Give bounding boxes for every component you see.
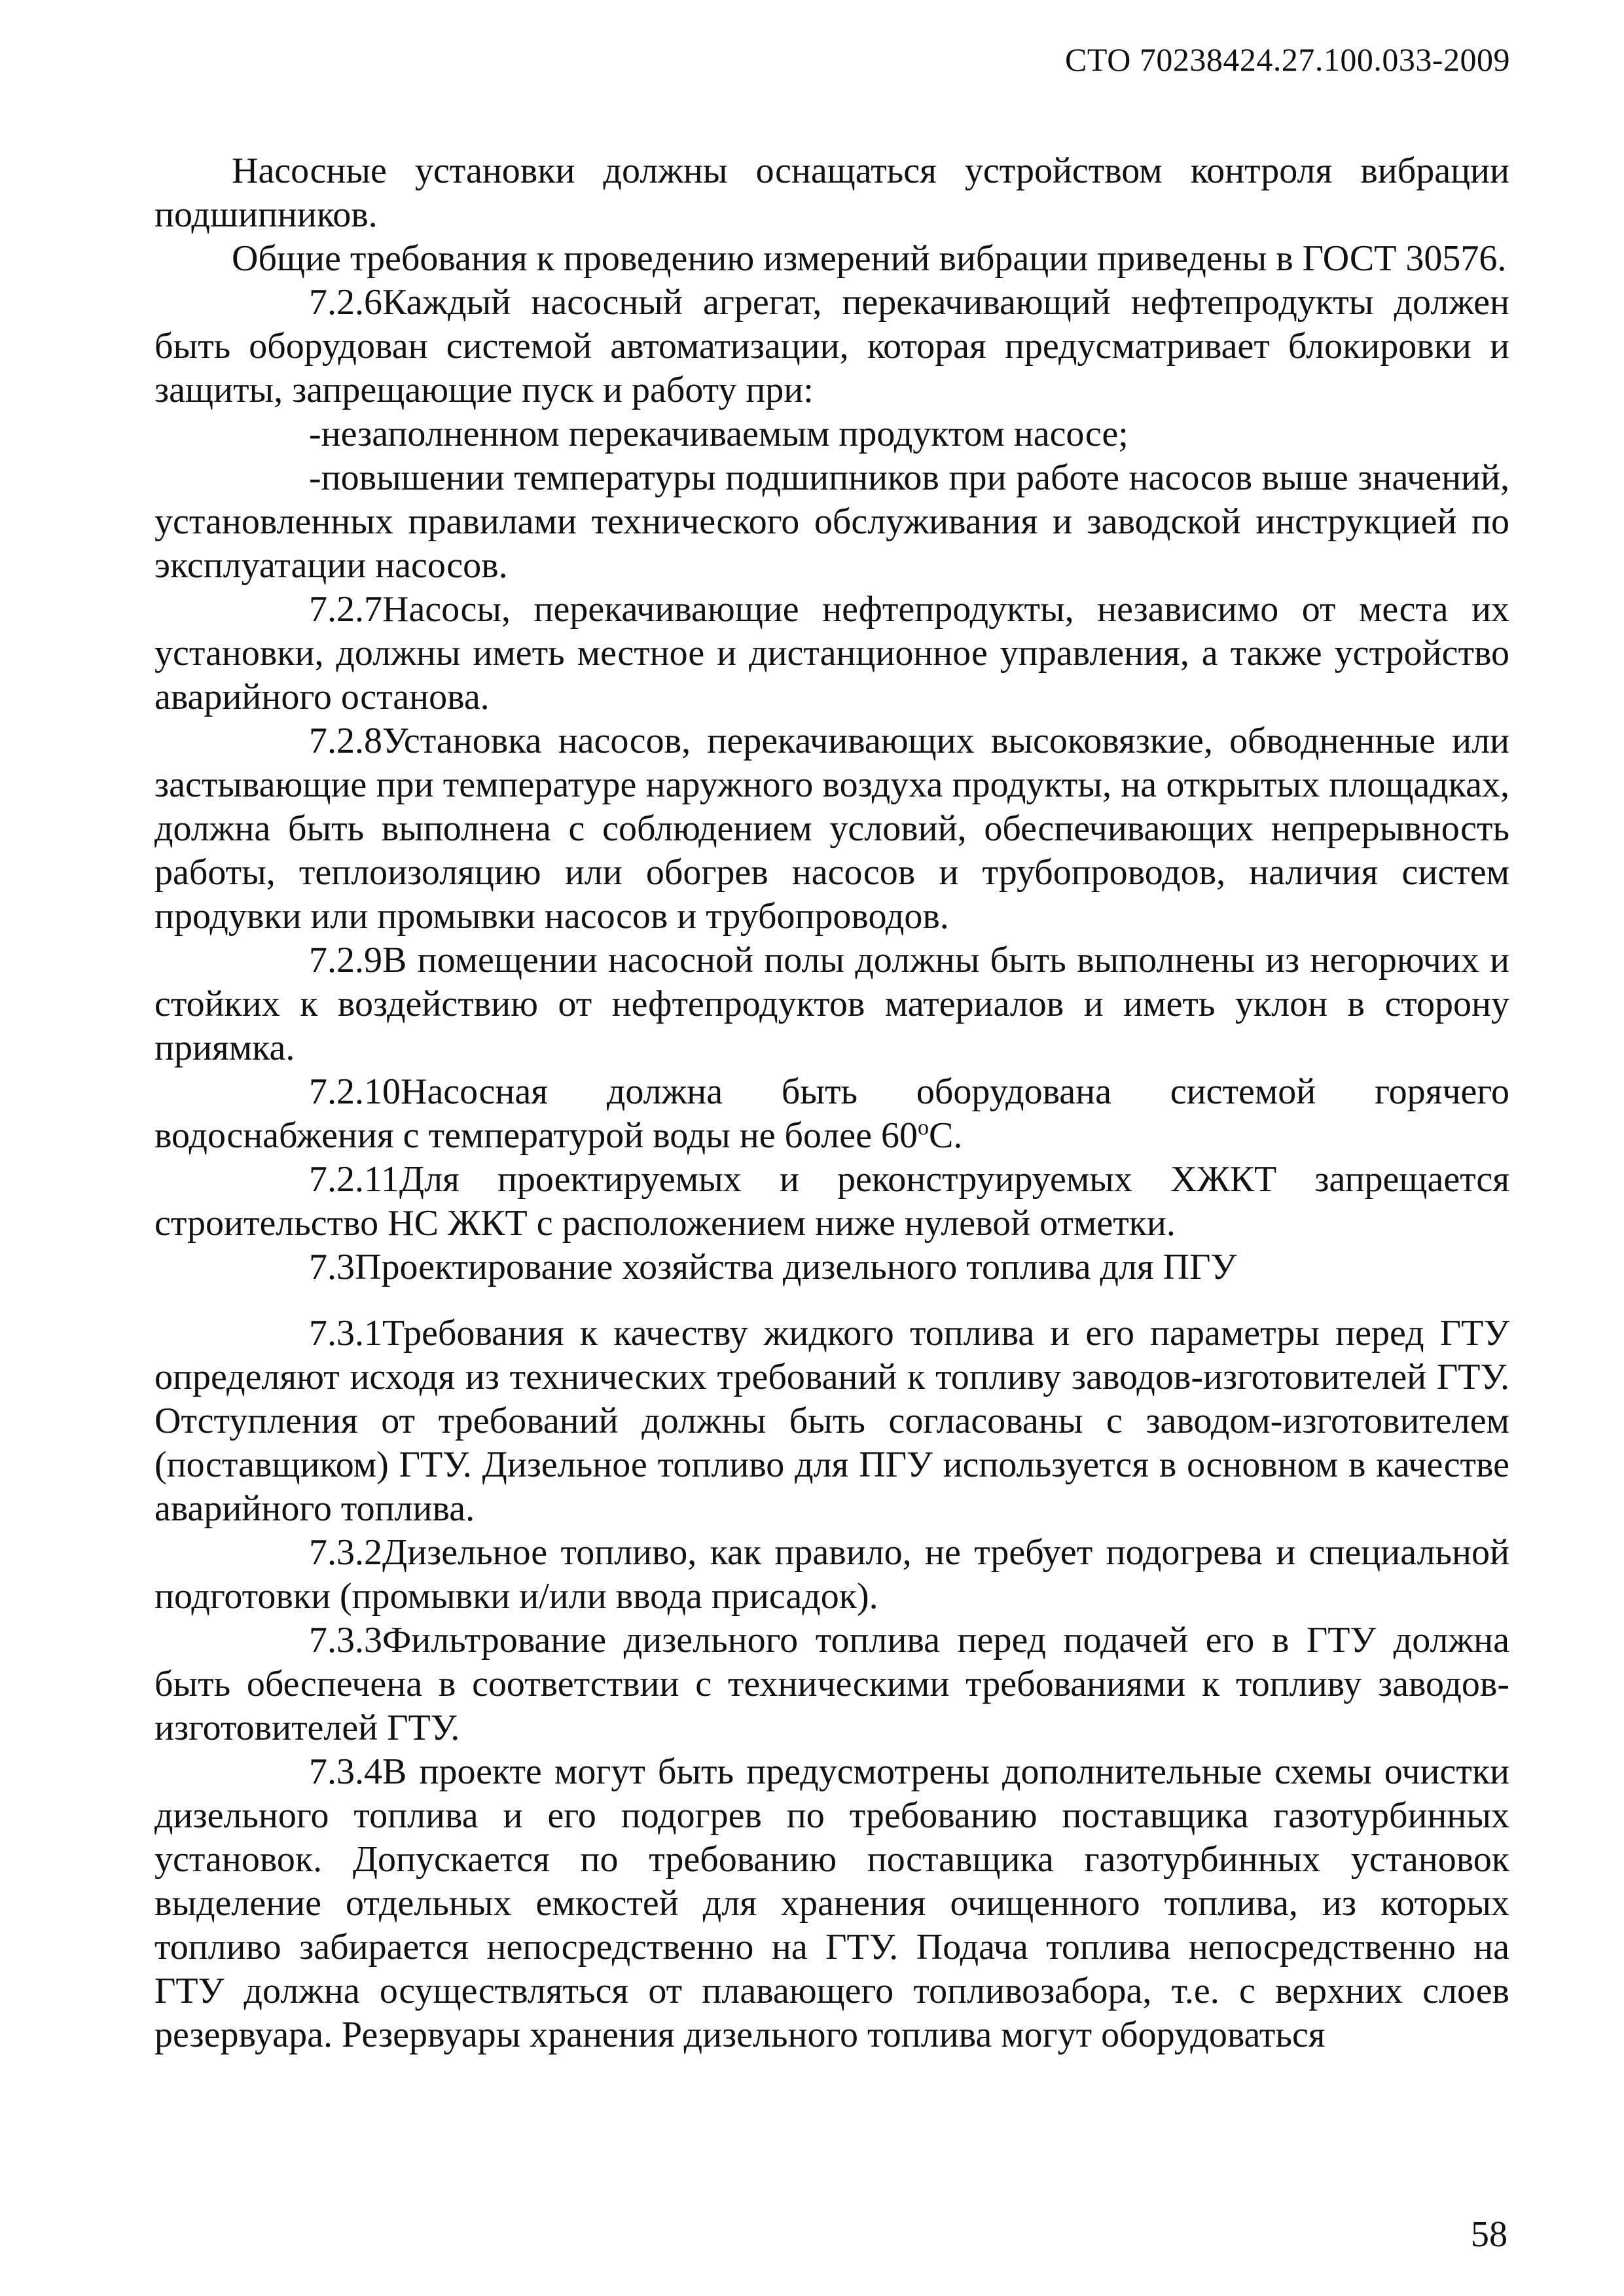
paragraph-text: незаполненном перекачиваемым продуктом насосе;: [321, 414, 1128, 454]
clause-7-3-3: [154, 1619, 1509, 1750]
clause-number: 7.2.8: [309, 721, 382, 761]
clause-number: 7.2.10: [309, 1071, 401, 1112]
paragraph-text-tail: С.: [928, 1115, 963, 1156]
clause-7-2-10: [154, 1070, 1509, 1158]
clause-number: 7.2.6: [309, 282, 382, 323]
list-dash: -: [309, 457, 321, 498]
document-code: СТО 70238424.27.100.033-2009: [1065, 41, 1510, 78]
clause-7-3-2: [154, 1531, 1509, 1619]
clause-7-3-4: [154, 1750, 1509, 2057]
clause-number: 7.2.11: [309, 1159, 399, 1200]
clause-number: 7.3.1: [309, 1313, 382, 1354]
clause-7-2-11: [154, 1158, 1509, 1246]
paragraph-text: Установка насосов, перекачивающих высоковязкие, обводненные или застывающие при температуре наружного воздуха продукты, на открытых площадках, должна быть выполнена с соблюдением условий, обеспечивающих непрерывность работы, теплоизоляцию или обогрев насосов и трубопроводов, наличия систем продувки или промывки насосов и трубопроводов.: [154, 721, 1509, 937]
paragraph-text: Требования к качеству жидкого топлива и его параметры перед ГТУ определяют исходя из технических требований к топливу заводов-изготовителей ГТУ. Отступления от требований должны быть согласованы с заводом-изготовителем (поставщиком) ГТУ. Дизельное топливо для ПГУ используется в основном в качестве аварийного топлива.: [154, 1313, 1509, 1529]
page-number: 58: [1471, 2214, 1507, 2255]
paragraph-text: Насосные установки должны оснащаться устройством контроля вибрации подшипников.: [154, 151, 1509, 235]
degree-superscript: о: [917, 1115, 929, 1140]
clause-7-3-1: [154, 1312, 1509, 1531]
clause-number: 7.3.2: [309, 1532, 382, 1573]
clause-7-2-8: [154, 719, 1509, 939]
clause-number: 7.2.7: [309, 589, 382, 630]
paragraph-text: Для проектируемых и реконструируемых ХЖКТ запрещается строительство НС ЖКТ с расположением ниже нулевой отметки.: [154, 1159, 1509, 1244]
paragraph-text: Каждый насосный агрегат, перекачивающий нефтепродукты должен быть оборудован системой автоматизации, которая предусматривает блокировки и защиты, запрещающие пуск и работу при:: [154, 282, 1509, 410]
paragraph: [154, 149, 1509, 237]
paragraph-text: В помещении насосной полы должны быть выполнены из негорючих и стойких к воздействию от нефтепродуктов материалов и иметь уклон в сторону приямка.: [154, 940, 1509, 1068]
clause-7-2-7: [154, 588, 1509, 719]
paragraph-text: Общие требования к проведению измерений вибрации приведены в ГОСТ 30576.: [232, 238, 1507, 279]
clause-7-2-9: [154, 939, 1509, 1070]
section-heading-7-3: [154, 1246, 1509, 1289]
list-item: [154, 412, 1509, 456]
paragraph-text: повышении температуры подшипников при работе насосов выше значений, установленных правилами технического обслуживания и заводской инструкцией по эксплуатации насосов.: [154, 457, 1509, 586]
document-body: [154, 149, 1509, 2057]
clause-number: 7.2.9: [309, 940, 382, 980]
clause-number: 7.3.4: [309, 1751, 382, 1792]
list-item: [154, 456, 1509, 588]
section-title: Проектирование хозяйства дизельного топлива для ПГУ: [355, 1247, 1237, 1287]
paragraph-text: Дизельное топливо, как правило, не требует подогрева и специальной подготовки (промывки и/или ввода присадок).: [154, 1532, 1509, 1617]
list-dash: -: [309, 414, 321, 454]
paragraph-text: В проекте могут быть предусмотрены дополнительные схемы очистки дизельного топлива и его подогрев по требованию поставщика газотурбинных установок. Допускается по требованию поставщика газотурбинных установок выделение отдельных емкостей для хранения очищенного топлива, из которых топливо забирается непосредственно на ГТУ. Подача топлива непосредственно на ГТУ должна осуществляться от плавающего топливозабора, т.е. с верхних слоев резервуара. Резервуары хранения дизельного топлива могут оборудоваться: [154, 1751, 1509, 2055]
paragraph-text: Насосная должна быть оборудована системой горячего водоснабжения с температурой воды не более 60: [154, 1071, 1509, 1156]
clause-7-2-6: [154, 281, 1509, 412]
clause-number: 7.3.3: [309, 1620, 382, 1660]
paragraph: [154, 237, 1509, 281]
paragraph-text: Насосы, перекачивающие нефтепродукты, независимо от места их установки, должны иметь местное и дистанционное управления, а также устройство аварийного останова.: [154, 589, 1509, 717]
paragraph-text: Фильтрование дизельного топлива перед подачей его в ГТУ должна быть обеспечена в соответствии с техническими требованиями к топливу заводов-изготовителей ГТУ.: [154, 1620, 1509, 1748]
section-number: 7.3: [309, 1247, 355, 1287]
